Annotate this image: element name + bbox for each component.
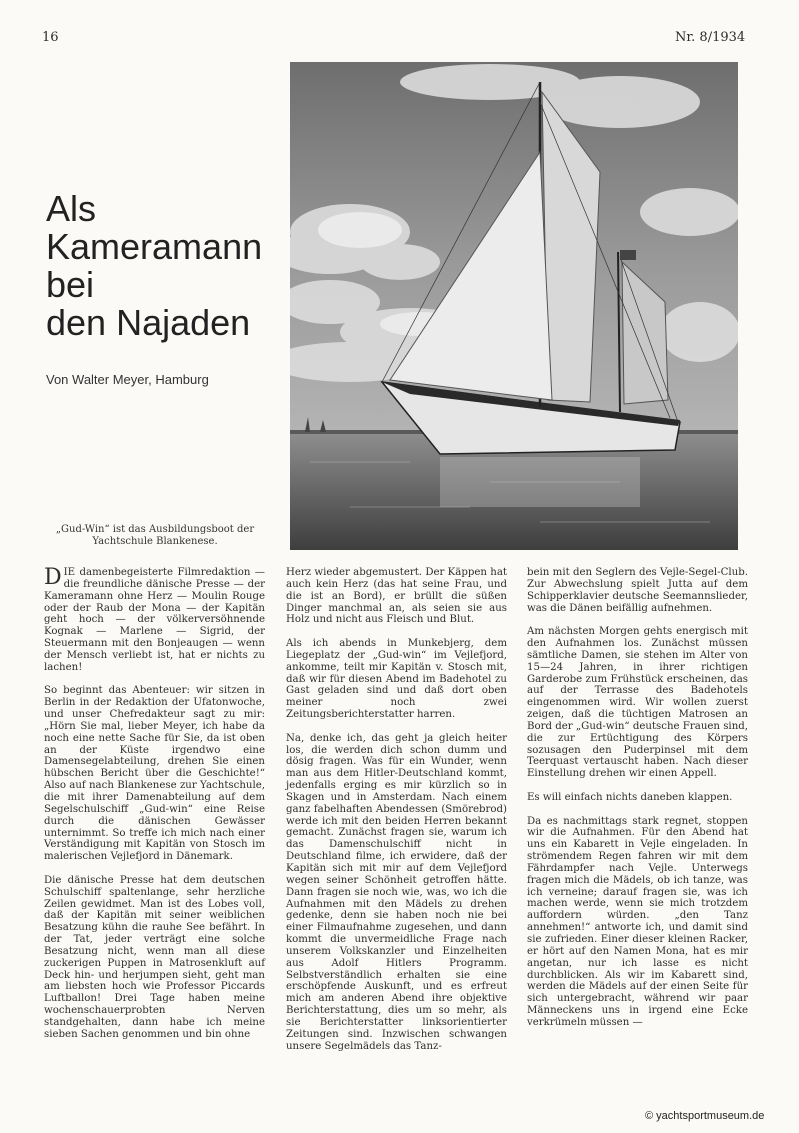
title-line: Kameramann [46,226,263,267]
issue-number: Nr. 8/1934 [675,30,746,45]
sailing-yacht-photo [290,62,738,550]
article-column-1 [44,567,265,1041]
author-byline: Von Walter Meyer, Hamburg [46,372,209,387]
paragraph: Als ich abends in Munkebjerg, dem Liegeplatz der „Gud-win“ im Vejlefjord, ankomme, teilt mir Kapitän v. Stosch mit, daß wir für diesen Abend im Badehotel zu Gast geladen sind und daß dort oben meiner noch zwei Zeitungsberichterstatter harren. [286,638,507,721]
paragraph: Die dänische Presse hat dem deutschen Schulschiff spaltenlange, sehr herzliche Zeilen gewidmet. Man ist des Lobes voll, daß der Kapitän mit seiner weiblichen Besatzung kühn die rauhe See befährt. In der Tat, jeder verträgt eine solche Besatzung nicht, wenn man all diese zuckerigen Puppen in Matrosenkluft auf Deck hin- und herjumpen sieht, geht man am liebsten hoch wie Professor Piccards Luftballon! Drei Tage haben meine wochenschauerprobten Nerven standgehalten, dann habe ich meine sieben Sachen genommen und bin ohne [44,874,265,1040]
photo-caption: „Gud-Win“ ist das Ausbildungsboot der Yachtschule Blankenese. [55,524,255,547]
article-title [46,190,276,342]
paragraph: DIE damenbegeisterte Filmredaktion — die freundliche dänische Presse — der Kameramann ohne Herz — Moulin Rouge oder der Raub der Mona — der Kapitän geht hoch — der völkerversöhnende Kognak — Marlene — Sigrid, der Steuermann mit den Bonjeaugen — wenn der Mensch verliebt ist, hat er nichts zu lachen! [44,565,265,673]
article-column-2 [286,567,507,1053]
paragraph: bein mit den Seglern des Vejle-Segel-Club. Zur Abwechslung spielt Jutta auf dem Schipperklavier deutsche Seemannslieder, was die Dänen beifällig aufnehmen. [527,567,748,614]
paragraph: Na, denke ich, das geht ja gleich heiter los, die werden dich schon dumm und dösig fragen. Was für ein Wunder, wenn man aus dem Hitler-Deutschland kommt, jedenfalls erging es mir kürzlich so in Skagen und in Amsterdam. Nach einem ganz fabelhaften Abendessen (Smörebrod) werde ich mit den beiden Herren bekannt gemacht. Zunächst fragen sie, warum ich das Damenschulschiff nicht in Deutschland filme, ich erwidere, daß der Kapitän sich mit mir auf dem Vejlefjord wegen seiner Schönheit getroffen hätte. Dann fragen sie noch wie, was, wo ich die Aufnahmen mit den Mädels zu drehen gedenke, denn sie haben noch nie bei einer Filmaufnahme zugesehen, und dann kommt die unvermeidliche Frage nach unserem Volkskanzler und Einzelheiten aus Adolf Hitlers Programm. Selbstverständlich erhalten sie eine erschöpfende Auskunft, und es erfreut mich am anderen Abend ihre objektive Berichterstattung, dies um so mehr, als sie Berichterstatter linksorientierter Zeitungen sind. Inzwischen schwangen unsere Segelmädels das Tanz- [286,732,507,1052]
drop-cap: D [44,565,62,590]
paragraph: Es will einfach nichts daneben klappen. [527,791,733,803]
paragraph: Herz wieder abgemustert. Der Käppen hat auch kein Herz (das hat seine Frau, und die ist an Bord), er brüllt die süßen Dinger manchmal an, als seien sie aus Holz und nicht aus Fleisch und Blut. [286,567,507,626]
article-column-3 [527,567,748,1029]
paragraph: So beginnt das Abenteuer: wir sitzen in Berlin in der Redaktion der Ufatonwoche, und unser Chefredakteur sagt zu mir: „Hörn Sie mal, lieber Meyer, ich habe da noch eine nette Sache für Sie, da ist oben an der Küste irgendwo eine Damensegelabteilung, drehen Sie einen hübschen Bericht über die Geschichte!“ Also auf nach Blankenese zur Yachtschule, die mit ihrer Damenabteilung auf dem Segelschulschiff „Gud-win“ eine Reise durch die dänischen Gewässer unternimmt. So treffe ich mich nach einer Verständigung mit Kapitän von Stosch im malerischen Vejlefjord in Dänemark. [44,685,265,863]
page-number: 16 [42,30,59,45]
paragraph: Da es nachmittags stark regnet, stoppen wir die Aufnahmen. Für den Abend hat uns ein Kabarett in Vejle eingeladen. In strömendem Regen fahren wir mit dem Fährdampfer nach Vejle. Unterwegs fragen mich die Mädels, ob ich tanze, was ich verneine; darauf fragen sie, was ich machen werde, wenn sie mich trotzdem auffordern würden. „den Tanz annehmen!“ antworte ich, und damit sind sie zufrieden. Einer dieser kleinen Racker, er hört auf den Namen Mona, hat es mir angetan, nur ich lasse es nicht durchblicken. Als wir im Kabarett sind, werden die Mädels auf der einen Seite für sich untergebracht, während wir paar Männeckens uns in irgend eine Ecke verkrümeln müssen — [527,815,748,1028]
title-line: bei [46,264,95,305]
photo-illustration [290,62,738,550]
watermark[interactable]: © yachtsportmuseum.de [645,1110,765,1122]
paragraph: Am nächsten Morgen gehts energisch mit den Aufnahmen los. Zunächst müssen sämtliche Damen, sie stehen im Alter von 15—24 Jahren, in ihrer richtigen Garderobe zum Frühstück erscheinen, das auf der Terrasse des Badehotels eingenommen wird. Wir wollen zuerst zeigen, daß die tüchtigen Matrosen an Bord der „Gud-win“ deutsche Frauen sind, die zur Ertüchtigung des Körpers sozusagen den Puderpinsel mit dem Teerquast vertauscht haben. Nach dieser Einstellung drehen wir einen Appell. [527,626,749,780]
title-line: den Najaden [46,302,251,343]
title-line: Als [46,188,97,229]
